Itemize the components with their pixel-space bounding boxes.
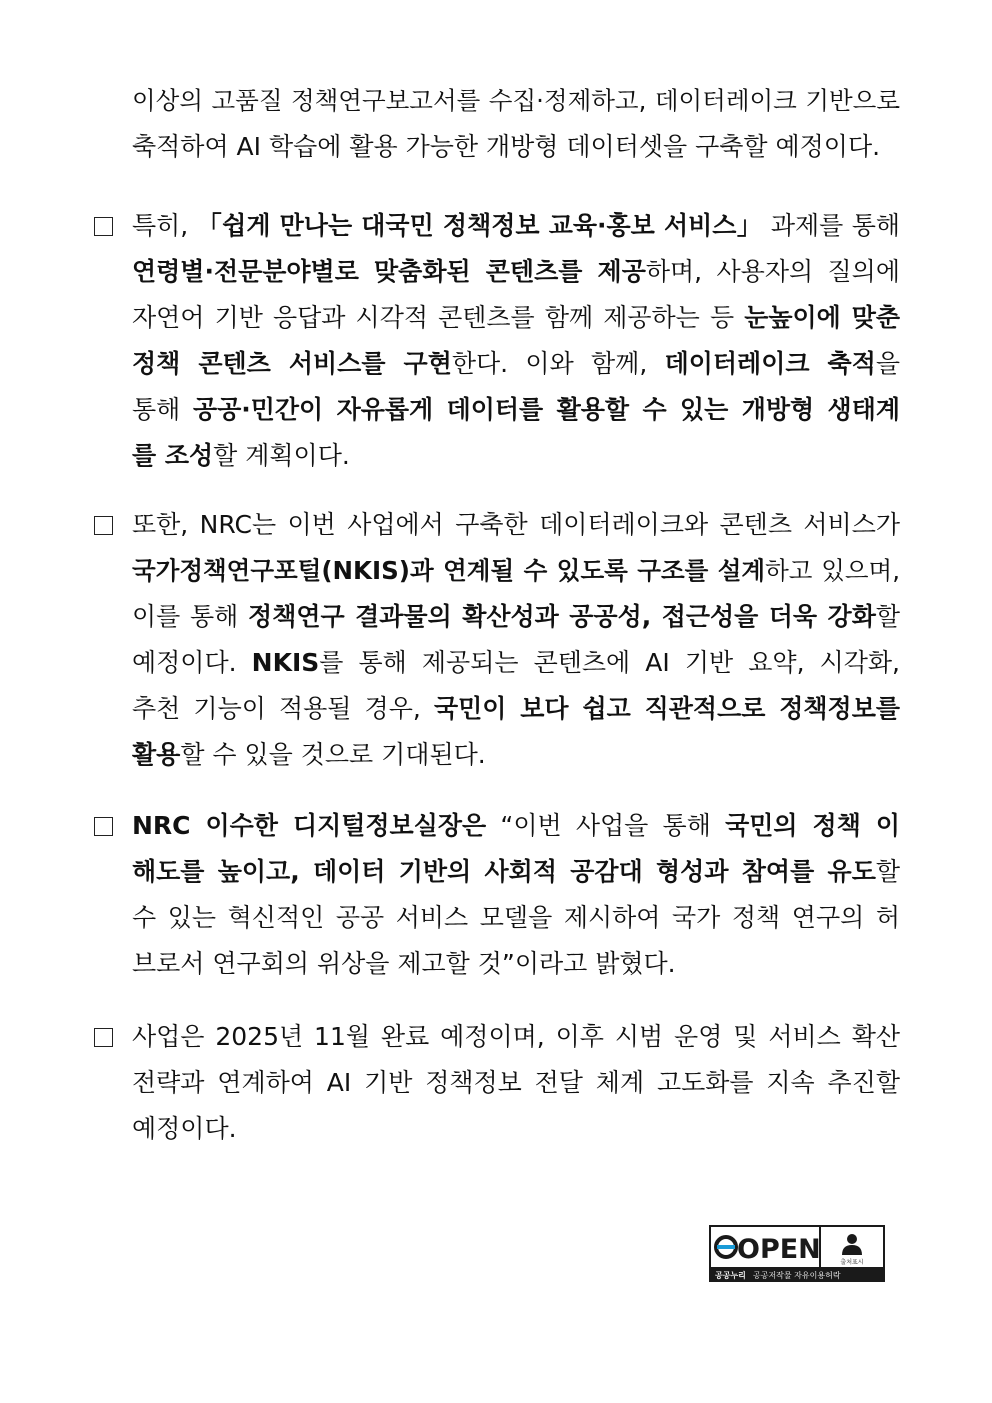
kogl-logo-icon xyxy=(709,1225,885,1282)
text-line xyxy=(132,1060,900,1106)
text-run: 할 수 있을 것으로 기대된다. xyxy=(180,740,486,769)
bold-text: 정책연구 결과물의 확산성과 공공성, 접근성을 더욱 강화 xyxy=(248,602,876,631)
bold-text: 국민의 정책 이 xyxy=(725,811,900,840)
text-line xyxy=(132,295,900,341)
bold-text: 정책 콘텐츠 서비스를 구현 xyxy=(132,349,452,378)
text-run: 하며, 사용자의 질의에 xyxy=(645,257,900,286)
text-line xyxy=(132,803,900,849)
square-bullet-icon xyxy=(94,817,113,836)
bold-text: NRC 이수한 디지털정보실장은 xyxy=(132,811,487,840)
bold-text: 활용 xyxy=(132,740,181,769)
open-label: OPEN xyxy=(737,1234,821,1265)
text-run: 하고 있으며, xyxy=(765,556,900,585)
text-line xyxy=(132,433,350,479)
text-run: 추천 기능이 적용될 경우, xyxy=(132,694,434,723)
text-run: 예정이다. xyxy=(132,648,252,677)
bold-text: NKIS xyxy=(251,648,320,677)
text-line xyxy=(132,594,900,640)
bold-text: 해도를 높이고, 데이터 기반의 사회적 공감대 형성과 참여를 유도 xyxy=(132,857,876,886)
text-run: 통해 xyxy=(132,395,193,424)
text-run: 축적하여 AI 학습에 활용 가능한 개방형 데이터셋을 구축할 예정이다. xyxy=(132,132,881,161)
square-bullet-icon xyxy=(94,1028,113,1047)
text-run: 사업은 2025년 11월 완료 예정이며, 이후 시범 운영 및 서비스 확산 xyxy=(132,1022,900,1051)
text-line xyxy=(132,249,900,295)
text-run: 이상의 고품질 정책연구보고서를 수집·정제하고, 데이터레이크 기반으로 xyxy=(132,86,900,115)
bold-text: 국가정책연구포털(NKIS)과 연계될 수 있도록 구조를 설계 xyxy=(132,556,766,585)
text-line xyxy=(132,341,900,387)
open-text xyxy=(737,1234,821,1265)
square-bullet-icon xyxy=(94,217,113,236)
text-line xyxy=(132,78,900,124)
text-run: 할 xyxy=(875,602,901,631)
text-run: 또한, NRC는 이번 사업에서 구축한 데이터레이크와 콘텐츠 서비스가 xyxy=(132,510,900,539)
text-line xyxy=(132,686,900,732)
text-run: 을 xyxy=(875,349,901,378)
text-line xyxy=(132,849,900,895)
text-line xyxy=(132,732,486,778)
text-line xyxy=(132,1106,237,1152)
kogl-description: 공공저작물 자유이용허락 xyxy=(753,1271,841,1280)
text-line xyxy=(132,203,900,249)
bold-text: 연령별·전문분야별로 맞춤화된 콘텐츠를 제공 xyxy=(132,257,646,286)
text-run: 예정이다. xyxy=(132,1114,237,1143)
text-run: “이번 사업을 통해 xyxy=(486,811,726,840)
text-line xyxy=(132,387,900,433)
bold-text: 눈높이에 맞춘 xyxy=(744,303,900,332)
text-line xyxy=(132,548,900,594)
kogl-brand: 공공누리 xyxy=(715,1271,746,1280)
bold-text: 데이터레이크 축적 xyxy=(664,349,876,378)
text-line xyxy=(132,502,900,548)
kogl-open-license-badge xyxy=(709,1225,885,1282)
text-run: 특히, xyxy=(132,211,197,240)
text-line xyxy=(132,124,880,170)
text-run: 수 있는 혁신적인 공공 서비스 모델을 제시하여 국가 정책 연구의 허 xyxy=(132,903,900,932)
bold-text: 「쉽게 만나는 대국민 정책정보 교육·홍보 서비스」 xyxy=(196,211,763,240)
text-run: 를 통해 제공되는 콘텐츠에 AI 기반 요약, 시각화, xyxy=(319,648,901,677)
square-bullet-icon xyxy=(94,516,113,535)
text-run: 한다. 이와 함께, xyxy=(451,349,665,378)
text-run: 과제를 통해 xyxy=(762,211,900,240)
text-line xyxy=(132,941,676,987)
text-run: 할 xyxy=(875,857,900,886)
text-run: 자연어 기반 응답과 시각적 콘텐츠를 함께 제공하는 등 xyxy=(132,303,745,332)
text-run: 할 계획이다. xyxy=(213,441,350,470)
text-line xyxy=(132,1014,900,1060)
text-line xyxy=(132,640,900,686)
text-run: 브로서 연구회의 위상을 제고할 것”이라고 밝혔다. xyxy=(132,949,676,978)
bold-text: 공공·민간이 자유롭게 데이터를 활용할 수 있는 개방형 생태계 xyxy=(192,395,900,424)
text-run: 이를 통해 xyxy=(132,602,249,631)
bold-text: 를 조성 xyxy=(132,441,214,470)
text-line xyxy=(132,895,900,941)
text-run: 전략과 연계하여 AI 기반 정책정보 전달 체계 고도화를 지속 추진할 xyxy=(132,1068,900,1097)
condition-label: 출처표시 xyxy=(840,1259,864,1266)
bold-text: 국민이 보다 쉽고 직관적으로 정책정보를 xyxy=(433,694,900,723)
